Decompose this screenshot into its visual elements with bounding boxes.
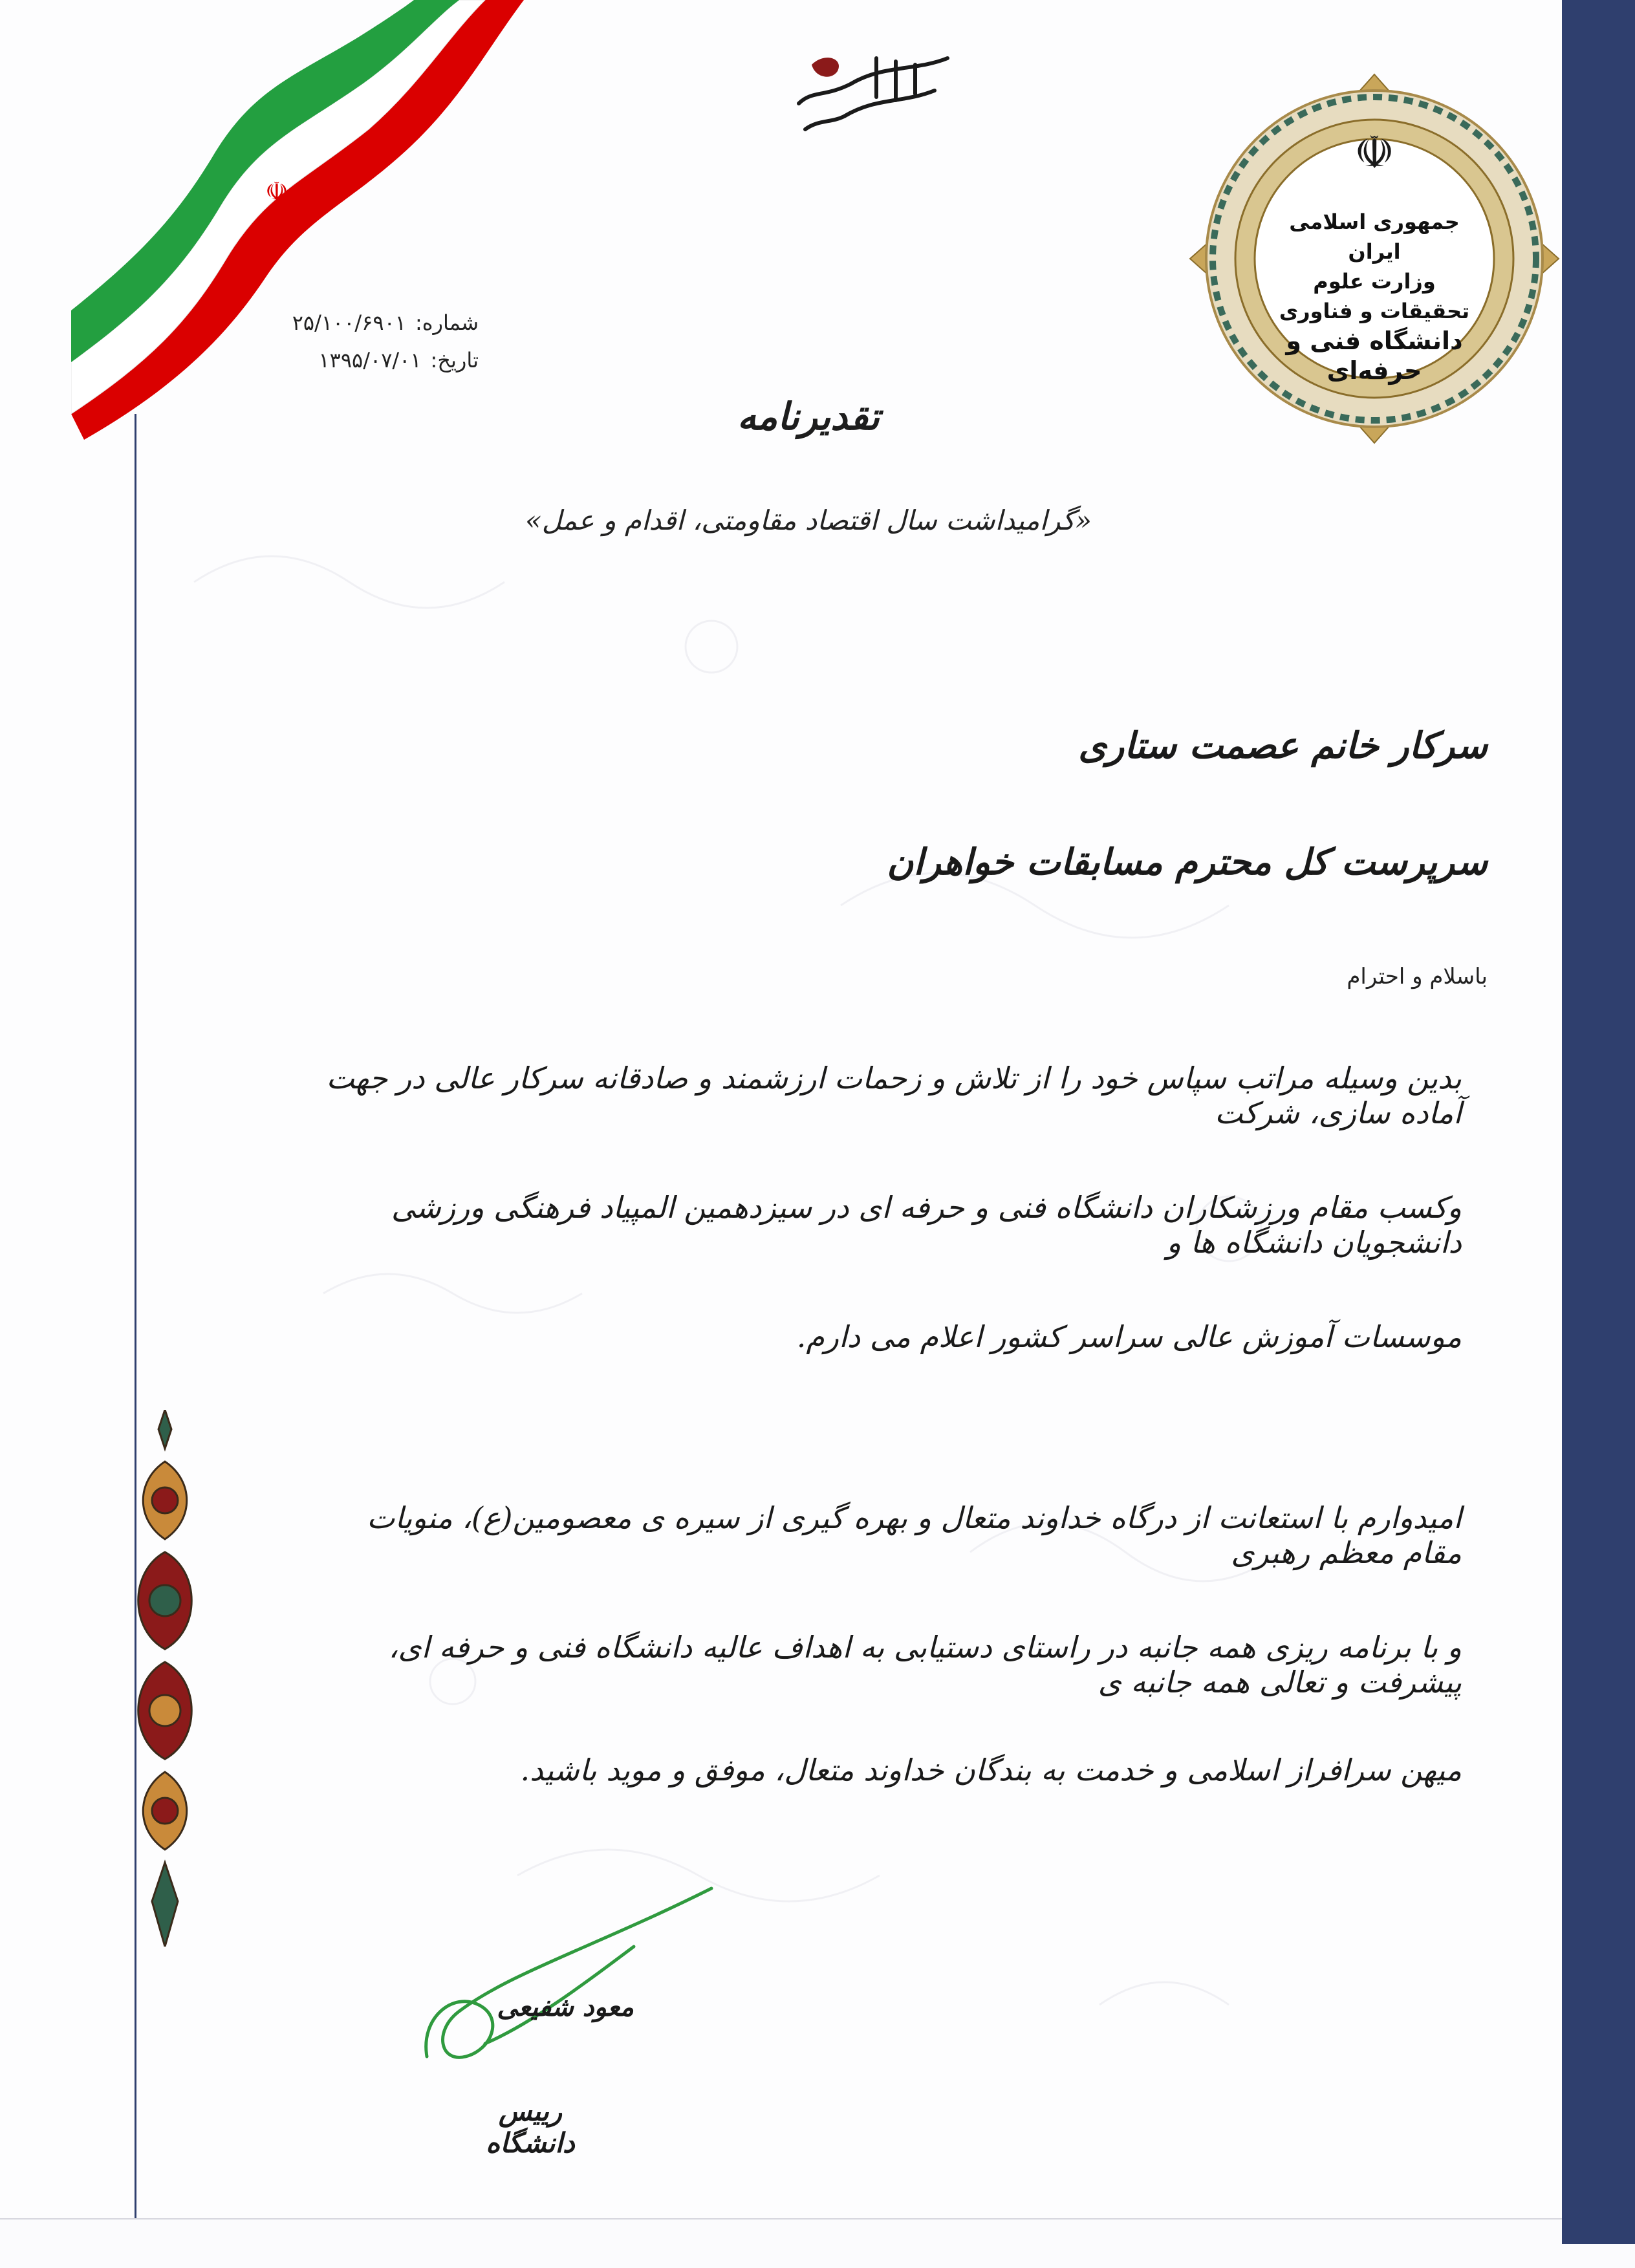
- date-row: [278, 341, 479, 379]
- svg-text:☫: ☫: [1354, 126, 1395, 179]
- date-label: تاریخ:: [430, 348, 479, 373]
- date-value: ۱۳۹۵/۰۷/۰۱: [318, 348, 422, 373]
- body-line: بدین وسیله مراتب سپاس خود را از تلاش و زحمات ارزشمند و صادقانه سرکار عالی در جهت آماده سازی، شرکت: [326, 1061, 1462, 1130]
- emblem-text-block: [1268, 207, 1481, 385]
- signer-title: رییس دانشگاه: [486, 2095, 575, 2159]
- recipient-position: سرپرست کل محترم مسابقات خواهران: [887, 841, 1488, 883]
- greeting: باسلام و احترام: [1347, 964, 1488, 989]
- recipient-name: سرکار خانم عصمت ستاری: [1078, 724, 1488, 767]
- body-line: موسسات آموزش عالی سراسر کشور اعلام می دارم.: [796, 1319, 1462, 1354]
- body-line: وکسب مقام ورزشکاران دانشگاه فنی و حرفه ای در سیزدهمین المپیاد فرهنگی ورزشی دانشجویان دانشگاه ها و: [391, 1190, 1462, 1260]
- handwritten-signature: [414, 1875, 737, 2089]
- bismillah-calligraphy: [786, 45, 960, 142]
- islamic-ornament-column: [123, 1410, 207, 1947]
- number-row: [278, 304, 479, 341]
- emblem-ministry: وزارت علوم تحقیقات و فناوری: [1279, 269, 1470, 323]
- body-line: میهن سرافراز اسلامی و خدمت به بندگان خداوند متعال، موفق و موید باشید.: [520, 1753, 1462, 1787]
- letter-subtitle: «گرامیداشت سال اقتصاد مقاومتی، اقدام و عمل»: [525, 504, 1092, 536]
- body-line: امیدوارم با استعانت از درگاه خداوند متعال و بهره گیری از سیره ی معصومین(ع)، منویات مقام معظم رهبری: [367, 1500, 1462, 1570]
- signer-name: معود شفیعی: [497, 1992, 634, 2022]
- body-line: و با برنامه ریزی همه جانبه در راستای دستیابی به اهداف عالیه دانشگاه فنی و حرفه ای، پیشرفت و تعالی همه جانبه ی: [388, 1630, 1462, 1700]
- emblem-university: دانشگاه فنی و حرفه‌ای: [1286, 327, 1463, 385]
- svg-text:☫: ☫: [265, 177, 288, 207]
- number-label: شماره:: [415, 310, 479, 335]
- number-value: ۲۵/۱۰۰/۶۹۰۱: [292, 310, 406, 335]
- letter-meta: [278, 304, 479, 379]
- letter-title: تقدیرنامه: [737, 394, 880, 438]
- emblem-country: جمهوری اسلامی ایران: [1289, 210, 1460, 264]
